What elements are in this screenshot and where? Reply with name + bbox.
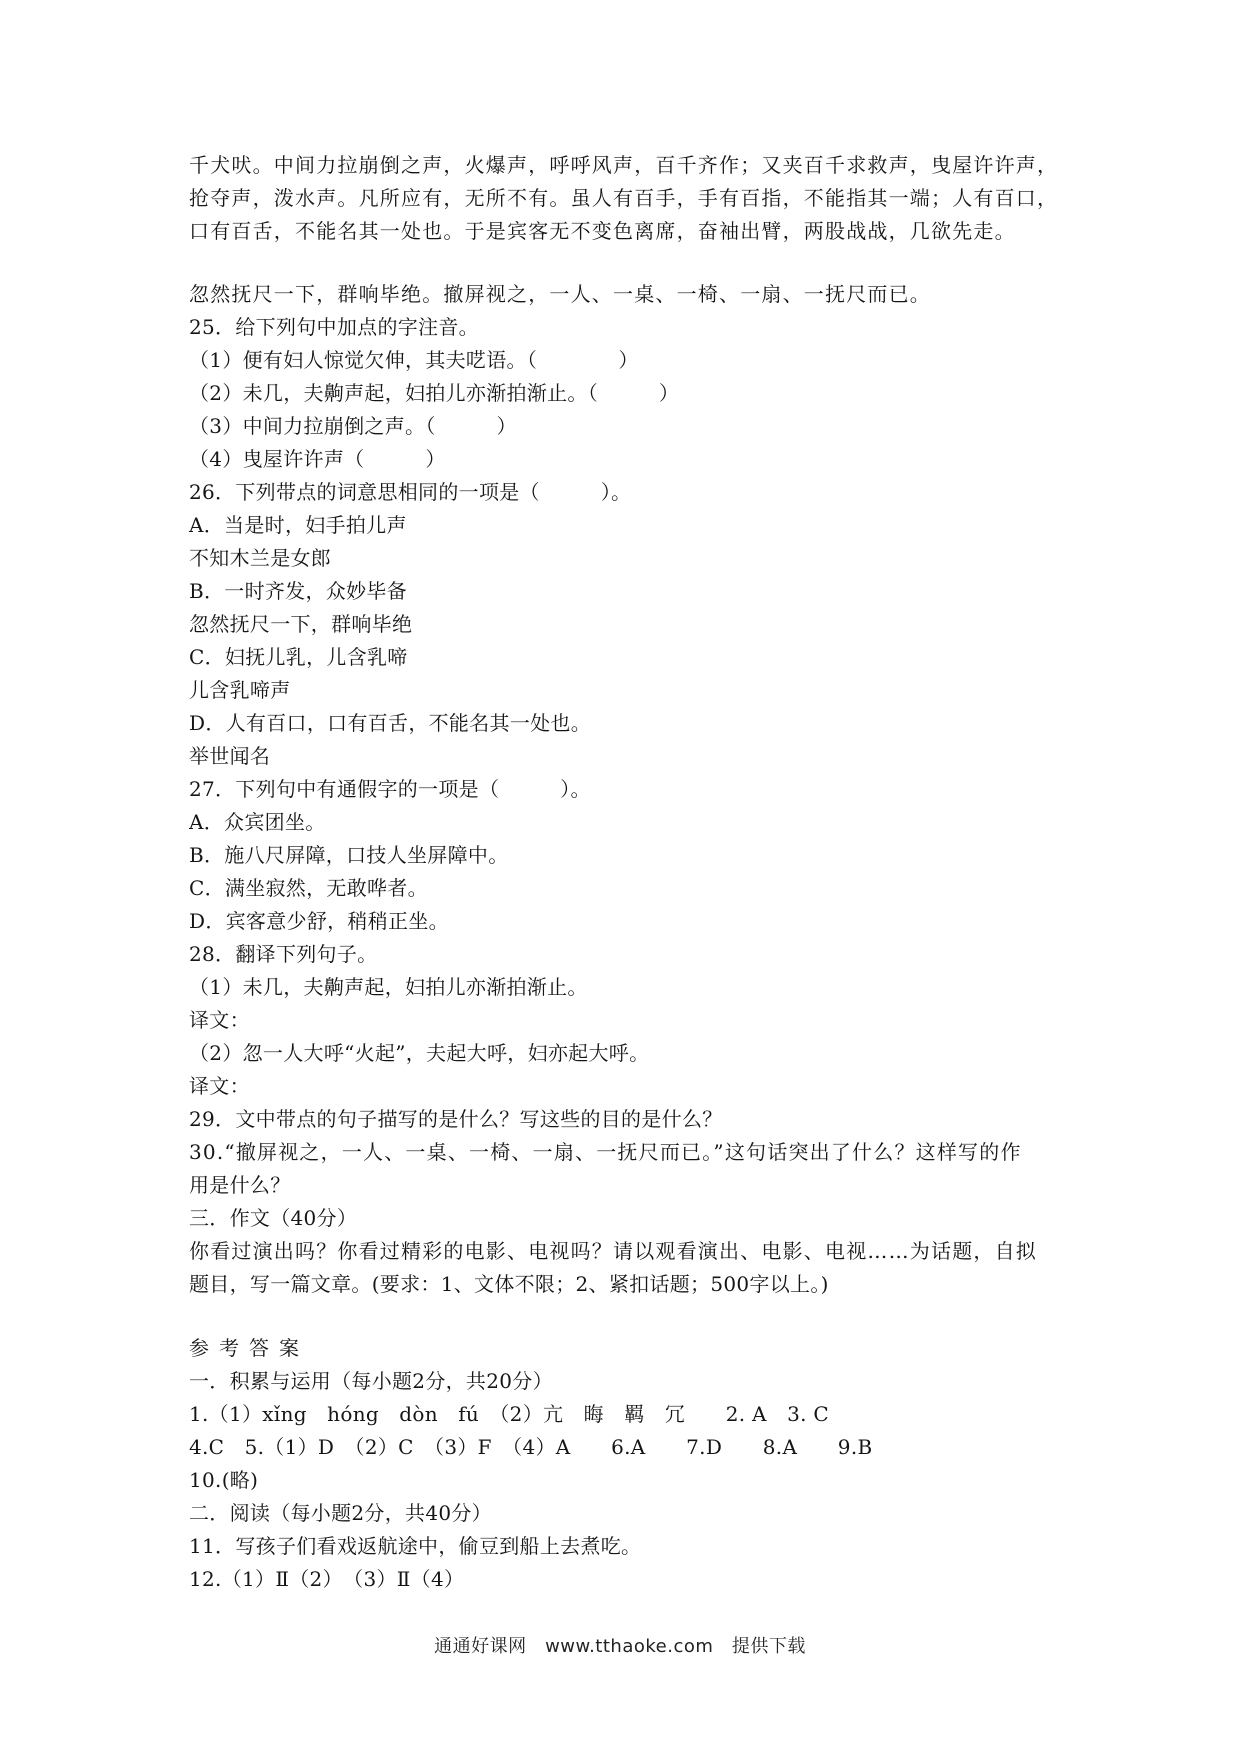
passage-line: 口有百舌，不能名其一处也。于是宾客无不变色离席，奋袖出臂，两股战战，几欲先走。	[189, 219, 1016, 243]
passage-line: 千犬吠。中间力拉崩倒之声，火爆声，呼呼风声，百千齐作；又夹百千求救声，曳屋许许声，	[189, 153, 1059, 177]
answer-line: 一．积累与运用（每小题2分，共20分）	[189, 1369, 553, 1393]
answer-line: 11．写孩子们看戏返航途中，偷豆到船上去煮吃。	[189, 1534, 642, 1558]
question-28: 28．翻译下列句子。	[189, 942, 378, 966]
question-line: （2）未几，夫齁声起，妇拍儿亦渐拍渐止。（ ）	[189, 381, 680, 405]
question-27: 27．下列句中有通假字的一项是（ ）。	[189, 777, 591, 801]
section-heading-composition: 三．作文（40分）	[189, 1206, 358, 1230]
page-content	[189, 149, 1061, 1596]
option-line: A．当是时，妇手拍儿声	[189, 513, 407, 537]
answer-line: 1.（1）xǐng hóng dòn fú （2）亢 晦 羁 冗 2. A 3. C	[189, 1402, 830, 1426]
passage-line: 忽然抚尺一下，群响毕绝。撤屏视之，一人、一桌、一椅、一扇、一抚尺而已。	[189, 282, 931, 306]
translation-label: 译文：	[189, 1074, 250, 1098]
question-25: 25．给下列句中加点的字注音。	[189, 315, 479, 339]
question-line: 用是什么？	[189, 1173, 291, 1197]
option-line: 不知木兰是女郎	[189, 546, 332, 570]
answers-heading: 参考答案	[189, 1336, 309, 1360]
composition-prompt: 你看过演出吗？你看过精彩的电影、电视吗？请以观看演出、电影、电视……为话题，自拟	[189, 1239, 1037, 1263]
answer-line: 12.（1）Ⅱ（2） （3）Ⅱ（4）	[189, 1567, 465, 1591]
question-line: （4）曳屋许许声（ ）	[189, 447, 446, 471]
option-line: D．人有百口，口有百舌，不能名其一处也。	[189, 711, 592, 735]
question-line: （3）中间力拉崩倒之声。（ ）	[189, 414, 517, 438]
answer-line: 二．阅读（每小题2分，共40分）	[189, 1501, 492, 1525]
answer-line: 4.C 5.（1）D （2）C （3）F （4）A 6.A 7.D 8.A 9.B	[189, 1435, 873, 1459]
section-gap	[189, 1301, 1061, 1332]
option-line: C．满坐寂然，无敢哗者。	[189, 876, 428, 900]
option-line: 举世闻名	[189, 744, 271, 768]
passage-line: 抢夺声，泼水声。凡所应有，无所不有。虽人有百手，手有百指，不能指其一端；人有百口，	[189, 186, 1059, 210]
option-line: C．妇抚儿乳，儿含乳啼	[189, 645, 408, 669]
paragraph-gap	[189, 248, 1061, 278]
question-29: 29．文中带点的句子描写的是什么？写这些的目的是什么？	[189, 1107, 723, 1131]
question-line: （1）便有妇人惊觉欠伸，其夫呓语。（ ）	[189, 348, 639, 372]
question-30: 30.“撤屏视之，一人、一桌、一椅、一扇、一抚尺而已。”这句话突出了什么？这样写的作	[189, 1140, 1022, 1164]
question-line: （2）忽一人大呼“火起”，夫起大呼，妇亦起大呼。	[189, 1041, 650, 1065]
question-line: （1）未几，夫齁声起，妇拍儿亦渐拍渐止。	[189, 975, 588, 999]
question-26: 26．下列带点的词意思相同的一项是（ ）。	[189, 480, 632, 504]
answer-line: 10.(略)	[189, 1468, 259, 1492]
option-line: D．宾客意少舒，稍稍正坐。	[189, 909, 449, 933]
composition-prompt: 题目，写一篇文章。(要求：1、文体不限；2、紧扣话题；500字以上。)	[189, 1272, 829, 1296]
option-line: 忽然抚尺一下，群响毕绝	[189, 612, 413, 636]
option-line: B．一时齐发，众妙毕备	[189, 579, 407, 603]
page-footer: 通通好课网 www.tthaoke.com 提供下载	[434, 1636, 806, 1657]
option-line: 儿含乳啼声	[189, 678, 291, 702]
translation-label: 译文：	[189, 1008, 250, 1032]
option-line: A．众宾团坐。	[189, 810, 326, 834]
option-line: B．施八尺屏障，口技人坐屏障中。	[189, 843, 509, 867]
